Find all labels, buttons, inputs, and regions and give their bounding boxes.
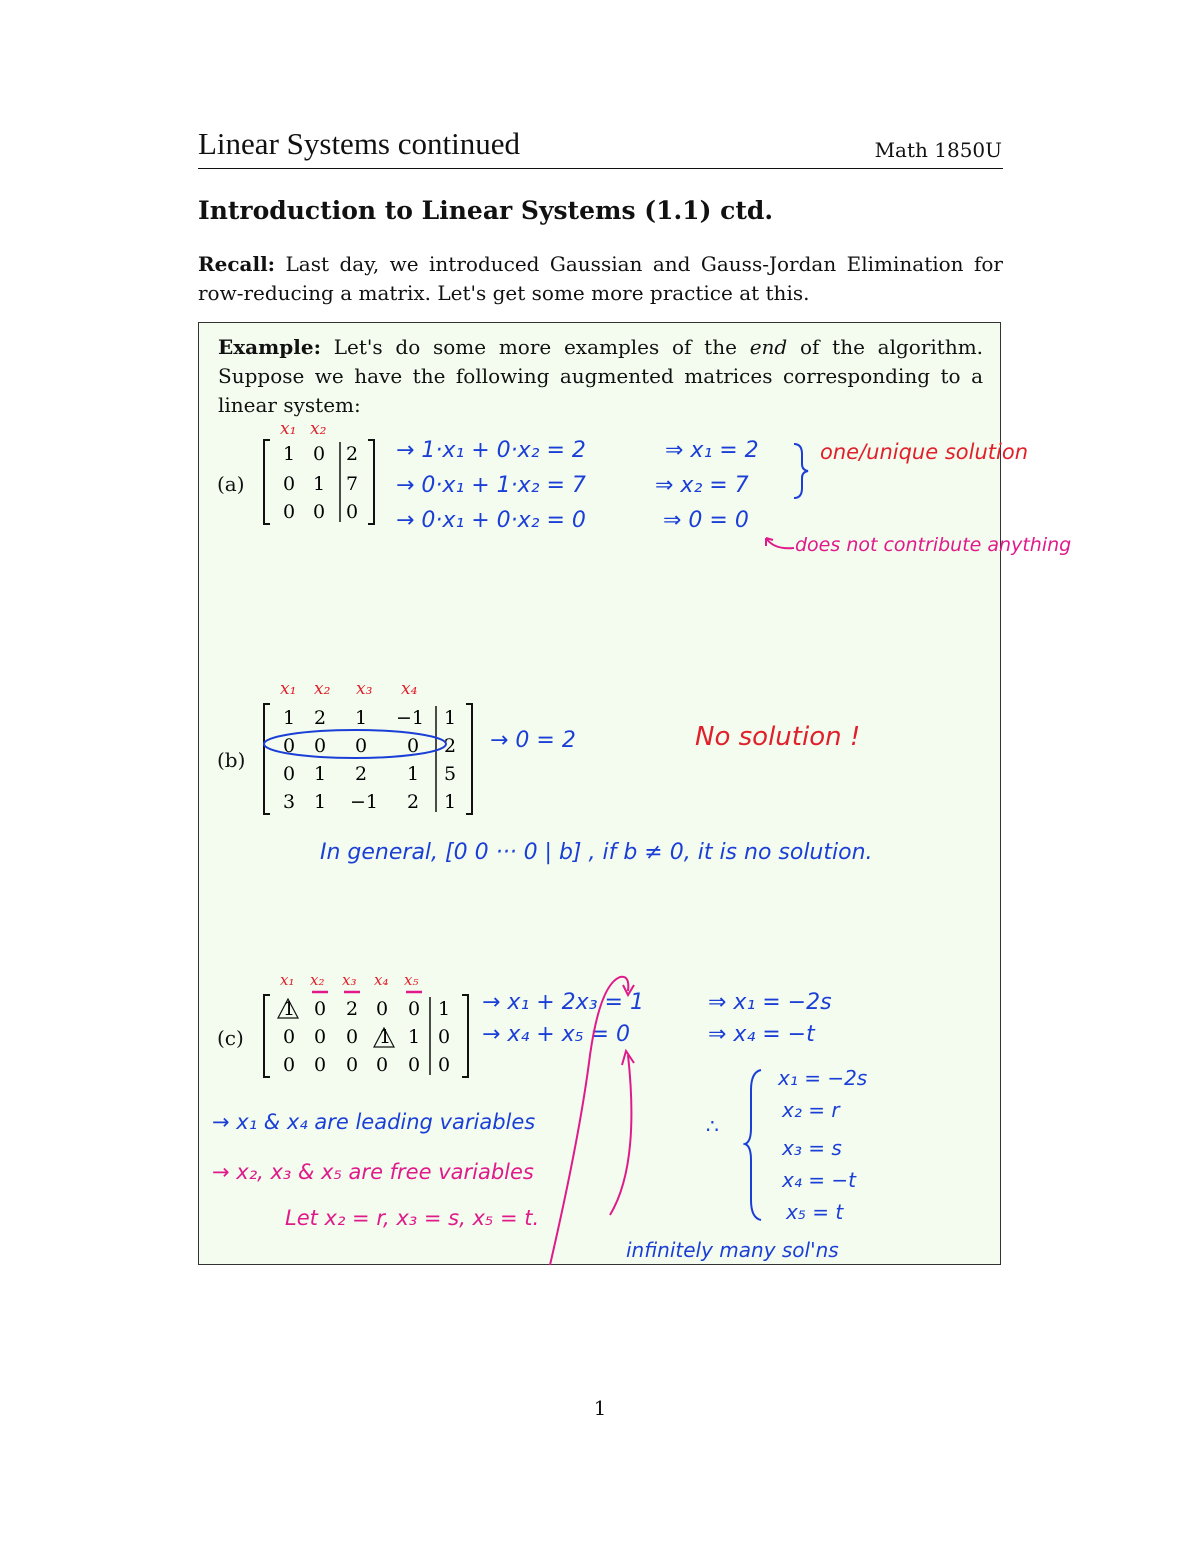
infinitely-many-note: infinitely many sol'ns — [626, 1238, 839, 1262]
matrix-b-cell: 2 — [314, 707, 327, 729]
substitution-arrow-icon — [530, 965, 650, 1275]
matrix-c-cell: 0 — [408, 998, 421, 1020]
matrix-b-var-label: x₃ — [356, 679, 373, 699]
solution-line: x₁ = −2s — [778, 1066, 868, 1090]
part-c-eq1: → x₁ + 2x₃ = 1 — [482, 990, 644, 1015]
matrix-a-var-label: x₂ — [310, 419, 327, 439]
matrix-b-cell: 1 — [314, 791, 327, 813]
example-text-after: of the algorithm. Suppose we have the following augmented matrices corresponding to a linear system: — [218, 335, 984, 417]
matrix-c-cell: 1 — [379, 1026, 392, 1048]
part-a-eq2: → 0·x₁ + 1·x₂ = 7 — [396, 473, 586, 498]
matrix-a-cell: 1 — [283, 443, 296, 465]
matrix-b-cell: 1 — [283, 707, 296, 729]
solution-line: x₃ = s — [782, 1136, 842, 1160]
matrix-b-cell: 1 — [444, 707, 457, 729]
matrix-b-cell: 2 — [355, 763, 368, 785]
recall-paragraph — [198, 250, 1003, 308]
matrix-b-cell: −1 — [396, 707, 425, 729]
leading-variables-note: → x₁ & x₄ are leading variables — [212, 1110, 536, 1134]
matrix-c-cell: 0 — [283, 1054, 296, 1076]
part-a-eq3: → 0·x₁ + 0·x₂ = 0 — [396, 508, 586, 533]
matrix-c-cell: 1 — [438, 998, 451, 1020]
solution-brace-icon — [743, 1066, 767, 1224]
matrix-b-cell: 0 — [314, 735, 327, 757]
general-rule-note: In general, [0 0 ··· 0 | b] , if b ≠ 0, it is no solution. — [320, 840, 873, 865]
matrix-c-cell: 0 — [408, 1054, 421, 1076]
matrix-b-var-label: x₂ — [314, 679, 331, 699]
matrix-b-var-label: x₁ — [280, 679, 297, 699]
matrix-c-cell: 0 — [376, 1054, 389, 1076]
matrix-b-cell: 0 — [283, 763, 296, 785]
part-b-label: (b) — [217, 748, 246, 772]
example-intro — [218, 333, 983, 420]
page-header-title: Linear Systems continued — [198, 126, 520, 161]
matrix-c-var-label: x₄ — [374, 971, 389, 989]
let-parameters-note: Let x₂ = r, x₃ = s, x₅ = t. — [285, 1206, 540, 1230]
matrix-a-cell: 1 — [313, 473, 326, 495]
matrix-c-cell: 1 — [283, 998, 296, 1020]
example-text-before: Let's do some more examples of the — [333, 335, 737, 359]
matrix-a-cell: 2 — [346, 443, 359, 465]
free-variables-note: → x₂, x₃ & x₅ are free variables — [212, 1160, 534, 1184]
matrix-c-cell: 0 — [346, 1026, 359, 1048]
matrix-b-cell: 1 — [407, 763, 420, 785]
example-emphasis: end — [749, 335, 788, 359]
matrix-c-cell: 0 — [346, 1054, 359, 1076]
pointer-arrow-icon — [760, 534, 800, 554]
matrix-c-cell: 0 — [283, 1026, 296, 1048]
note-does-not-contribute: does not contribute anything — [795, 534, 1072, 556]
matrix-b-cell: 5 — [444, 763, 457, 785]
matrix-c-cell: 1 — [408, 1026, 421, 1048]
matrix-b-cell: −1 — [350, 791, 379, 813]
note-unique-solution: one/unique solution — [820, 440, 1029, 464]
matrix-c-cell: 2 — [346, 998, 359, 1020]
matrix-a-cell: 0 — [283, 473, 296, 495]
recall-label: Recall: — [198, 252, 276, 276]
matrix-c-var-label: x₃ — [342, 971, 357, 989]
matrix-b-cell: 2 — [407, 791, 420, 813]
page-number: 1 — [593, 1396, 607, 1420]
brace-icon — [790, 440, 810, 502]
matrix-c-cell: 0 — [314, 998, 327, 1020]
part-a-eq1: → 1·x₁ + 0·x₂ = 2 — [396, 438, 586, 463]
matrix-b-cell: 2 — [444, 735, 457, 757]
solution-line: x₂ = r — [782, 1098, 840, 1122]
part-c-res1: ⇒ x₁ = −2s — [708, 990, 832, 1015]
matrix-b-cell: 0 — [407, 735, 420, 757]
matrix-c-var-label: x₁ — [280, 971, 295, 989]
no-solution-note: No solution ! — [695, 722, 861, 752]
matrix-a-cell: 0 — [313, 501, 326, 523]
example-label: Example: — [218, 335, 321, 359]
solution-line: x₄ = −t — [782, 1168, 856, 1192]
matrix-c-cell: 0 — [376, 998, 389, 1020]
matrix-b — [258, 672, 488, 820]
part-c-eq2: → x₄ + x₅ = 0 — [482, 1022, 630, 1047]
matrix-c-cell: 0 — [438, 1026, 451, 1048]
matrix-b-cell: 0 — [355, 735, 368, 757]
matrix-a-cell: 0 — [283, 501, 296, 523]
matrix-b-cell: 1 — [444, 791, 457, 813]
matrix-b-var-label: x₄ — [401, 679, 418, 699]
part-b-eq: → 0 = 2 — [490, 728, 576, 753]
matrix-c-cell: 0 — [314, 1026, 327, 1048]
matrix-b-cell: 1 — [314, 763, 327, 785]
matrix-a — [258, 414, 388, 529]
therefore-symbol: ∴ — [706, 1114, 719, 1138]
matrix-b-cell: 1 — [355, 707, 368, 729]
matrix-a-cell: 7 — [346, 473, 359, 495]
part-a-res1: ⇒ x₁ = 2 — [665, 438, 759, 463]
matrix-b-cell: 0 — [283, 735, 296, 757]
section-title: Introduction to Linear Systems (1.1) ctd. — [198, 196, 774, 225]
part-a-label: (a) — [217, 472, 245, 496]
part-c-label: (c) — [217, 1026, 244, 1050]
header-divider — [198, 168, 1003, 169]
matrix-c-var-label: x₅ — [404, 971, 419, 989]
matrix-a-cell: 0 — [346, 501, 359, 523]
matrix-c-cell: 0 — [314, 1054, 327, 1076]
part-c-res2: ⇒ x₄ = −t — [708, 1022, 815, 1047]
course-code: Math 1850U — [874, 138, 1002, 162]
matrix-c-var-label: x₂ — [310, 971, 325, 989]
matrix-a-cell: 0 — [313, 443, 326, 465]
matrix-c — [258, 965, 478, 1083]
solution-line: x₅ = t — [786, 1200, 844, 1224]
matrix-a-var-label: x₁ — [280, 419, 297, 439]
matrix-b-cell: 3 — [283, 791, 296, 813]
recall-text: Last day, we introduced Gaussian and Gauss-Jordan Elimination for row-reducing a matrix. Let's get some more practice at this. — [198, 252, 1003, 305]
matrix-c-cell: 0 — [438, 1054, 451, 1076]
part-a-res3: ⇒ 0 = 0 — [663, 508, 749, 533]
part-a-res2: ⇒ x₂ = 7 — [655, 473, 749, 498]
